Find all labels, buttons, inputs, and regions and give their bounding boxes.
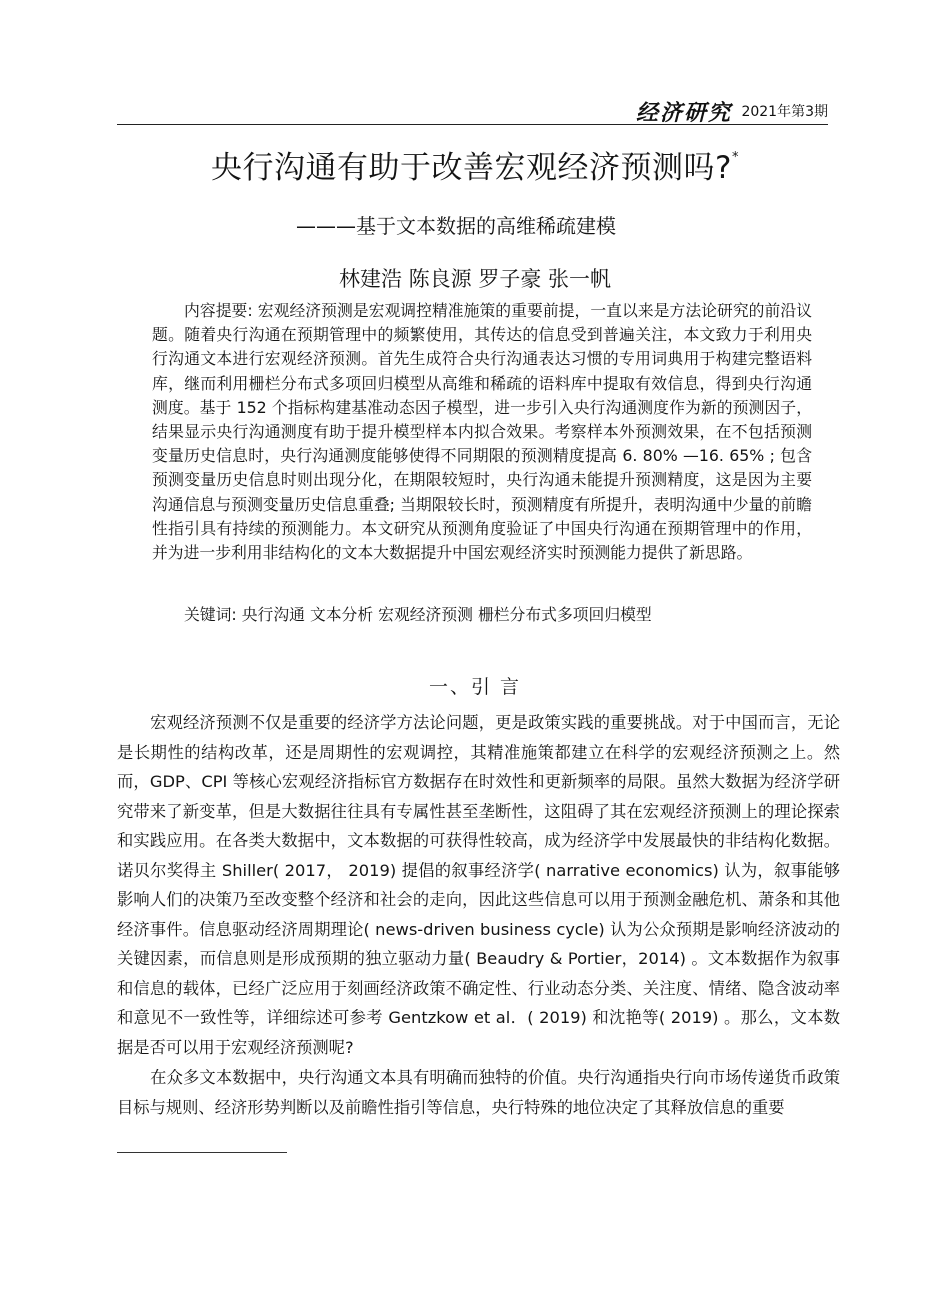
footnote-divider	[117, 1152, 287, 1153]
abstract	[152, 299, 812, 565]
body-paragraph-1-text: 宏观经济预测不仅是重要的经济学方法论问题，更是政策实践的重要挑战。对于中国而言，无论是长期性的结构改革，还是周期性的宏观调控，其精准施策都建立在科学的宏观经济预测之上。然而，GDP、CPI 等核心宏观经济指标官方数据存在时效性和更新频率的局限。虽然大数据为经济学研究带来了新变革，但是大数据往往具有专属性甚至垄断性，这阻碍了其在宏观经济预测上的理论探索和实践应用。在各类大数据中，文本数据的可获得性较高，成为经济学中发展最快的非结构化数据。诺贝尔奖得主 Shiller( 2017， 2019) 提倡的叙事经济学( narrative economics) 认为，叙事能够影响人们的决策乃至改变整个经济和社会的走向，因此这些信息可以用于预测金融危机、萧条和其他经济事件。信息驱动经济周期理论( news-driven business cycle) 认为公众预期是影响经济波动的关键因素，而信息则是形成预期的独立驱动力量( Beaudry & Portier，2014) 。文本数据作为叙事和信息的载体，已经广泛应用于刻画经济政策不确定性、行业动态分类、关注度、情绪、隐含波动率和意见不一致性等，详细综述可参考 Gentzkow et al．( 2019) 和沈艳等( 2019) 。那么，文本数据是否可以用于宏观经济预测呢?	[117, 713, 840, 1057]
section-heading: 一、引 言	[428, 676, 522, 698]
title-footnote-mark: *	[731, 149, 739, 165]
paper-title-text: 央行沟通有助于改善宏观经济预测吗?	[211, 150, 732, 186]
body-paragraph	[117, 708, 840, 1062]
page-header	[117, 96, 828, 125]
body-paragraph	[117, 1063, 840, 1122]
author-list: 林建浩 陈良源 罗子豪 张一帆	[338, 267, 612, 291]
abstract-text: 内容提要: 宏观经济预测是宏观调控精准施策的重要前提，一直以来是方法论研究的前沿议题。随着央行沟通在预期管理中的频繁使用，其传达的信息受到普遍关注，本文致力于利用央行沟通文本进行宏观经济预测。首先生成符合央行沟通表达习惯的专用词典用于构建完整语料库，继而利用栅栏分布式多项回归模型从高维和稀疏的语料库中提取有效信息，得到央行沟通测度。基于 152 个指标构建基准动态因子模型，进一步引入央行沟通测度作为新的预测因子，结果显示央行沟通测度有助于提升模型样本内拟合效果。考察样本外预测效果，在不包括预测变量历史信息时，央行沟通测度能够使得不同期限的预测精度提高 6. 80% —16. 65% ; 包含预测变量历史信息时则出现分化，在期限较短时，央行沟通未能提升预测精度，这是因为主要沟通信息与预测变量历史信息重叠; 当期限较长时，预测精度有所提升，表明沟通中少量的前瞻性指引具有持续的预测能力。本文研究从预测角度验证了中国央行沟通在预期管理中的作用，并为进一步利用非结构化的文本大数据提升中国宏观经济实时预测能力提供了新思路。	[152, 301, 812, 563]
issue-label: 2021年第3期	[741, 104, 828, 120]
paper-subtitle: ———基于文本数据的高维稀疏建模	[296, 214, 616, 238]
body-paragraph-2-text: 在众多文本数据中，央行沟通文本具有明确而独特的价值。央行沟通指央行向市场传递货币政策目标与规则、经济形势判断以及前瞻性指引等信息，央行特殊的地位决定了其释放信息的重要	[117, 1068, 840, 1117]
paper-title	[0, 142, 950, 187]
journal-logo: 经济研究	[635, 100, 732, 126]
keywords: 关键词: 央行沟通 文本分析 宏观经济预测 栅栏分布式多项回归模型	[184, 605, 652, 624]
